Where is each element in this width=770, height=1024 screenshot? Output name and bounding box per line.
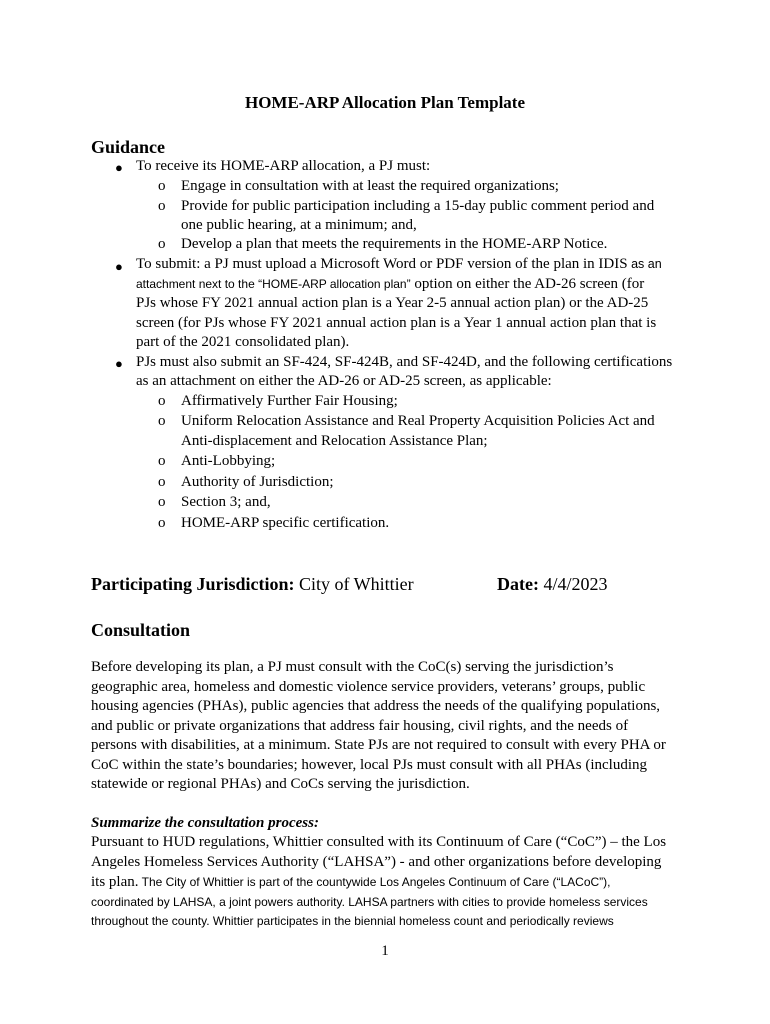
- guidance-item-1: To receive its HOME-ARP allocation, a PJ must:: [136, 158, 431, 174]
- guidance-item-2-line-1: [136, 256, 662, 273]
- summarize-label: Summarize the consultation process:: [91, 815, 319, 831]
- guidance-item-2-line-5: part of the 2021 consolidated plan).: [136, 334, 350, 350]
- guidance-subitem: Engage in consultation with at least the required organizations;: [181, 178, 559, 194]
- guidance-subitem-continuation: Anti-displacement and Relocation Assistance Plan;: [181, 433, 488, 449]
- guidance-item-2-line-2: [136, 276, 644, 293]
- sub-bullet-icon: o: [158, 515, 166, 531]
- consultation-paragraph-line: geographic area, homeless and domestic violence service providers, veterans’ groups, public: [91, 679, 646, 695]
- summary-line: Pursuant to HUD regulations, Whittier consulted with its Continuum of Care (“CoC”) – the Los: [91, 834, 667, 850]
- bullet-icon: ●: [115, 259, 123, 274]
- date-field: [497, 574, 608, 595]
- guidance-item-2-line-3: PJs whose FY 2021 annual action plan is a Year 2-5 annual action plan) or the AD-25: [136, 295, 649, 311]
- summary-sans-line: throughout the county. Whittier participates in the biennial homeless count and periodically reviews: [91, 914, 614, 928]
- consultation-paragraph-line: housing agencies (PHAs), public agencies that address the needs of the qualifying populations,: [91, 698, 661, 714]
- guidance-subitem: HOME-ARP specific certification.: [181, 515, 390, 531]
- consultation-heading: Consultation: [91, 620, 191, 640]
- summary-line-3-sans: The City of Whittier is part of the countywide Los Angeles Continuum of Care (“LACoC”),: [138, 875, 611, 889]
- sub-bullet-icon: o: [158, 413, 166, 429]
- summary-line-3-serif: its plan.: [91, 874, 139, 890]
- consultation-paragraph-line: Before developing its plan, a PJ must consult with the CoC(s) serving the jurisdiction’s: [91, 659, 614, 675]
- guidance-item-2-line-4: screen (for PJs whose FY 2021 annual action plan is a Year 1 annual action plan that is: [136, 315, 657, 331]
- page-number: 1: [381, 943, 389, 959]
- guidance-subitem: Provide for public participation including a 15-day public comment period and: [181, 198, 655, 214]
- bullet-icon: ●: [115, 160, 123, 175]
- date-value: 4/4/2023: [538, 574, 608, 594]
- participating-jurisdiction-value: City of Whittier: [294, 574, 414, 594]
- guidance-item-3-line-1: PJs must also submit an SF-424, SF-424B, and SF-424D, and the following certifications: [136, 354, 673, 370]
- summary-line-3: [91, 874, 610, 891]
- guidance-item-2-tail: as an: [627, 257, 662, 271]
- sub-bullet-icon: o: [158, 453, 166, 469]
- guidance-subitem: Affirmatively Further Fair Housing;: [181, 393, 398, 409]
- sub-bullet-icon: o: [158, 178, 166, 194]
- guidance-subitem: Develop a plan that meets the requirements in the HOME-ARP Notice.: [181, 236, 608, 252]
- sub-bullet-icon: o: [158, 393, 166, 409]
- date-label: Date:: [497, 574, 539, 594]
- page-title: HOME-ARP Allocation Plan Template: [244, 93, 526, 112]
- sub-bullet-icon: o: [158, 236, 166, 252]
- consultation-paragraph-line: statewide or regional PHAs) and CoCs serving the jurisdiction.: [91, 776, 470, 792]
- sub-bullet-icon: o: [158, 494, 166, 510]
- consultation-paragraph-line: persons with disabilities, at a minimum. State PJs are not required to consult with every PHA or: [91, 737, 666, 753]
- participating-jurisdiction: [91, 574, 414, 595]
- guidance-subitem-continuation: one public hearing, at a minimum; and,: [181, 217, 417, 233]
- guidance-subitem: Section 3; and,: [181, 494, 271, 510]
- summary-sans-line: coordinated by LAHSA, a joint powers authority. LAHSA partners with cities to provide homeless services: [91, 895, 648, 909]
- guidance-item-3-line-2: as an attachment on either the AD-26 or AD-25 screen, as applicable:: [136, 373, 552, 389]
- guidance-item-2-main: To submit: a PJ must upload a Microsoft Word or PDF version of the plan in IDIS: [136, 256, 628, 272]
- consultation-paragraph-line: CoC within the state’s boundaries; however, local PJs must consult with all PHAs (including: [91, 757, 648, 773]
- sub-bullet-icon: o: [158, 474, 166, 490]
- guidance-item-2-rest: option on either the AD-26 screen (for: [410, 276, 645, 292]
- bullet-icon: ●: [115, 356, 123, 371]
- participating-jurisdiction-label: Participating Jurisdiction:: [91, 574, 295, 594]
- guidance-subitem: Authority of Jurisdiction;: [181, 474, 334, 490]
- guidance-subitem: Anti-Lobbying;: [181, 453, 276, 469]
- guidance-heading: Guidance: [91, 137, 166, 157]
- guidance-subitem: Uniform Relocation Assistance and Real Property Acquisition Policies Act and: [181, 413, 655, 429]
- consultation-paragraph-line: and public or private organizations that address fair housing, civil rights, and the needs of: [91, 718, 629, 734]
- summary-line: Angeles Homeless Services Authority (“LAHSA”) - and other organizations before developing: [91, 854, 662, 870]
- guidance-item-2-head: attachment next to the “HOME-ARP allocation plan”: [136, 277, 411, 291]
- sub-bullet-icon: o: [158, 198, 166, 214]
